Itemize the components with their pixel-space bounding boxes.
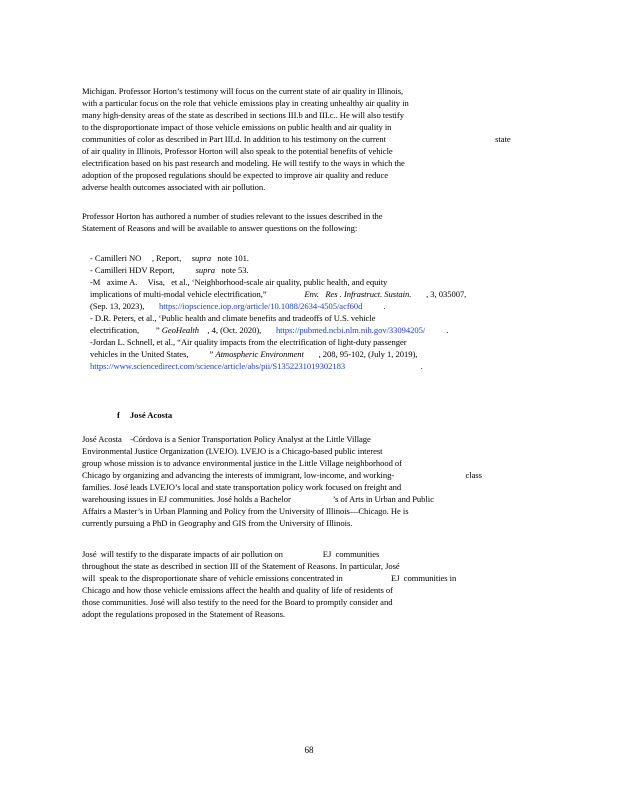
reference-item: -Jordan L. Schnell, et al., “Air quality impacts from the electrification of light-duty passenger [90, 337, 407, 347]
reference-item: - D.R. Peters, et al., ‘Public health and climate benefits and tradeoffs of U.S. vehicle [90, 313, 376, 323]
paragraph-line: those communities. José will also testify to the need for the Board to promptly consider and [82, 597, 393, 607]
paragraph-line: José will testify to the disparate impacts of air pollution on EJ communities [82, 549, 380, 559]
paragraph-line: families. José leads LVEJO’s local and state transportation policy work focused on freight and [82, 482, 402, 492]
paragraph-line: Professor Horton has authored a number of studies relevant to the issues described in the [82, 211, 383, 221]
reference-line: https://www.sciencedirect.com/science/article/abs/pii/S1352231019302183 . [90, 361, 423, 371]
paragraph-line: Chicago and how those vehicle emissions affect the health and quality of life of residents of [82, 585, 393, 595]
paragraph-line: warehousing issues in EJ communities. José holds a Bachelor ’s of Arts in Urban and Public [82, 494, 434, 504]
paragraph-line: Environmental Justice Organization (LVEJO). LVEJO is a Chicago-based public interest [82, 446, 383, 456]
paragraph-line: throughout the state as described in section III of the Statement of Reasons. In particular, José [82, 561, 400, 571]
reference-line: implications of multi-modal vehicle electrification,” Env. Res . Infrastruct. Sustain. , 3, 035007, [90, 289, 467, 299]
section-title: José Acosta [129, 410, 173, 420]
paragraph-line: electrification based on his past research and modeling. He will testify to the ways in which the [82, 158, 405, 168]
paragraph-line: many high-density areas of the state as described in sections III.b and III.c.. He will also testify [82, 110, 404, 120]
paragraph-line: will speak to the disproportionate share of vehicle emissions concentrated in EJ communities in [82, 573, 457, 583]
paragraph-line: to the disproportionate impact of those vehicle emissions on public health and air quality in [82, 122, 392, 132]
reference-item: -M axime A. Visa, et al., ‘Neighborhood-scale air quality, public health, and equity [90, 277, 388, 287]
paragraph-line: Statement of Reasons and will be available to answer questions on the following: [82, 223, 358, 233]
paragraph-line: of air quality in Illinois, Professor Horton will also speak to the potential benefits of vehicle [82, 146, 393, 156]
section-heading [117, 410, 172, 420]
paragraph-line: Chicago by organizing and advancing the interests of immigrant, low-income, and working- class [82, 470, 482, 480]
section-number: f [117, 410, 120, 420]
paragraph-line: Michigan. Professor Horton’s testimony will focus on the current state of air quality in Illinois, [82, 86, 404, 96]
paragraph-line: adoption of the proposed regulations should be expected to improve air quality and reduce [82, 170, 389, 180]
reference-link[interactable]: https://pubmed.ncbi.nlm.nih.gov/33094205/ [275, 325, 426, 335]
paragraph-line: with a particular focus on the role that vehicle emissions play in creating unhealthy air quality in [82, 98, 409, 108]
paragraph-line: adopt the regulations proposed in the Statement of Reasons. [82, 609, 286, 619]
reference-item: - Camilleri HDV Report, supra note 53. [90, 265, 249, 275]
reference-link[interactable]: https://www.sciencedirect.com/science/article/abs/pii/S1352231019302183 [90, 361, 346, 371]
paragraph-line: group whose mission is to advance environmental justice in the Little Village neighborhood of [82, 458, 402, 468]
paragraph-line: adverse health outcomes associated with air pollution. [82, 182, 266, 192]
reference-link[interactable]: https://iopscience.iop.org/article/10.1088/2634-4505/acf60d [159, 301, 363, 311]
paragraph-line: communities of color as described in Part III.d. In addition to his testimony on the current state [82, 134, 511, 144]
paragraph-line: Affairs a Master’s in Urban Planning and Policy from the University of Illinois—Chicago. He is [82, 506, 409, 516]
reference-item: - Camilleri NO , Report, supra note 101. [90, 253, 249, 263]
reference-line: electrification, ” GeoHealth , 4, (Oct. 2020), https://pubmed.ncbi.nlm.nih.gov/33094205/ . [90, 325, 449, 335]
reference-line: vehicles in the United States, ” Atmospheric Environment , 208, 95-102, (July 1, 2019), [90, 349, 418, 359]
reference-line: (Sep. 13, 2023), https://iopscience.iop.org/article/10.1088/2634-4505/acf60d . [90, 301, 386, 311]
paragraph-line: José Acosta -Córdova is a Senior Transportation Policy Analyst at the Little Village [82, 434, 371, 444]
paragraph-line: currently pursuing a PhD in Geography and GIS from the University of Illinois. [82, 518, 353, 528]
page-number: 68 [304, 745, 314, 755]
